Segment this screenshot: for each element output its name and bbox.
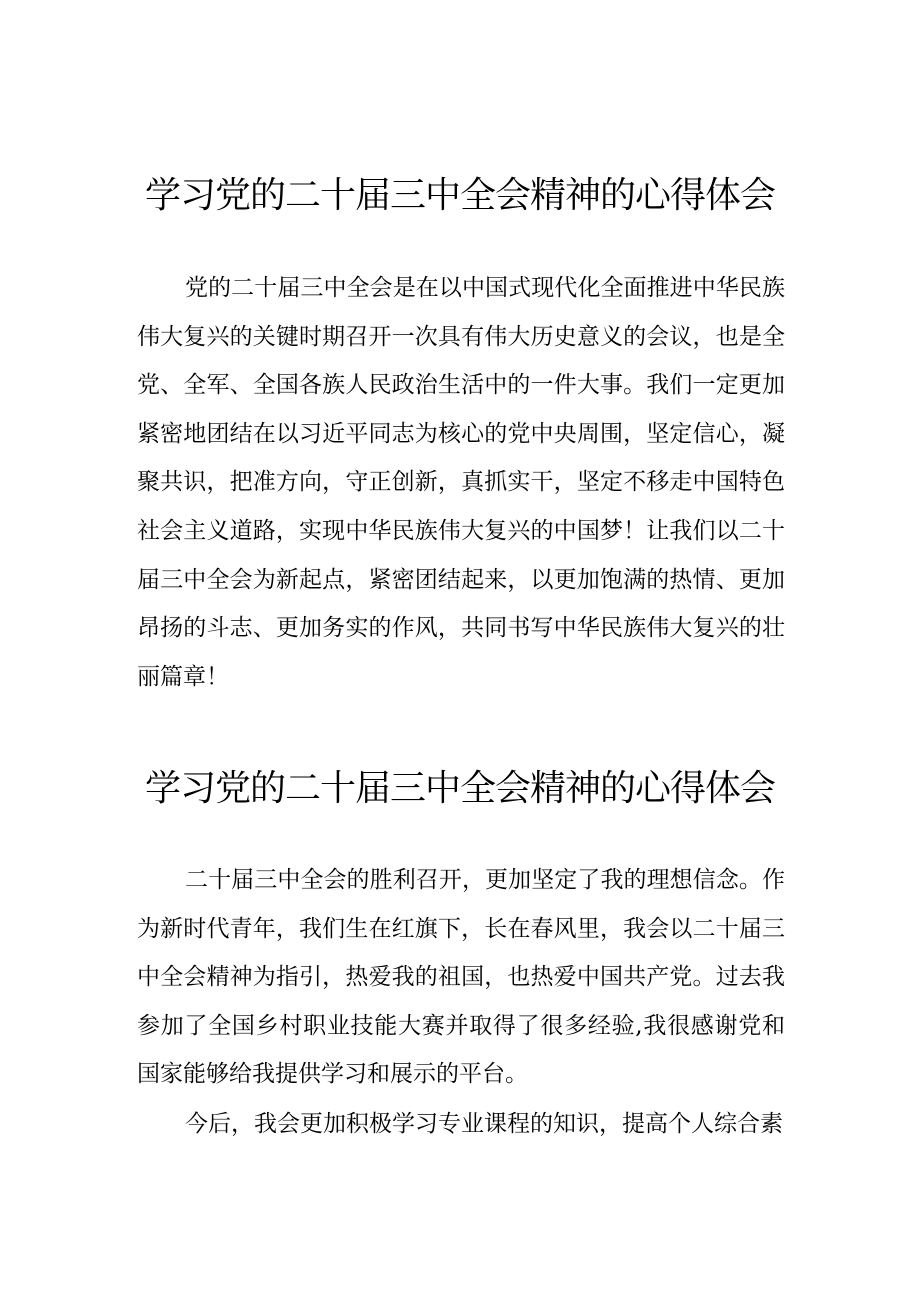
section-1-paragraph-1: 党的二十届三中全会是在以中国式现代化全面推进中华民族伟大复兴的关键时期召开一次具有伟大历史意义的会议，也是全党、全军、全国各族人民政治生活中的一件大事。我们一定更加紧密地团结在以习近平同志为核心的党中央周围，坚定信心，凝聚共识，把准方向，守正创新，真抓实干，坚定不移走中国特色社会主义道路，实现中华民族伟大复兴的中国梦！让我们以二十届三中全会为新起点，紧密团结起来，以更加饱满的热情、更加昂扬的斗志、更加务实的作风，共同书写中华民族伟大复兴的壮丽篇章！ [137,275,785,690]
section-1-title: 学习党的二十届三中全会精神的心得体会 [145,175,776,216]
section-2-paragraph-1: 二十届三中全会的胜利召开，更加坚定了我的理想信念。作为新时代青年，我们生在红旗下，长在春风里，我会以二十届三中全会精神为指引，热爱我的祖国，也热爱中国共产党。过去我参加了全国乡村职业技能大赛并取得了很多经验,我很感谢党和国家能够给我提供学习和展示的平台。 [137,867,785,1088]
section-2-paragraph-2: 今后，我会更加积极学习专业课程的知识，提高个人综合素 [185,1111,783,1137]
section-2-title: 学习党的二十届三中全会精神的心得体会 [145,768,776,809]
